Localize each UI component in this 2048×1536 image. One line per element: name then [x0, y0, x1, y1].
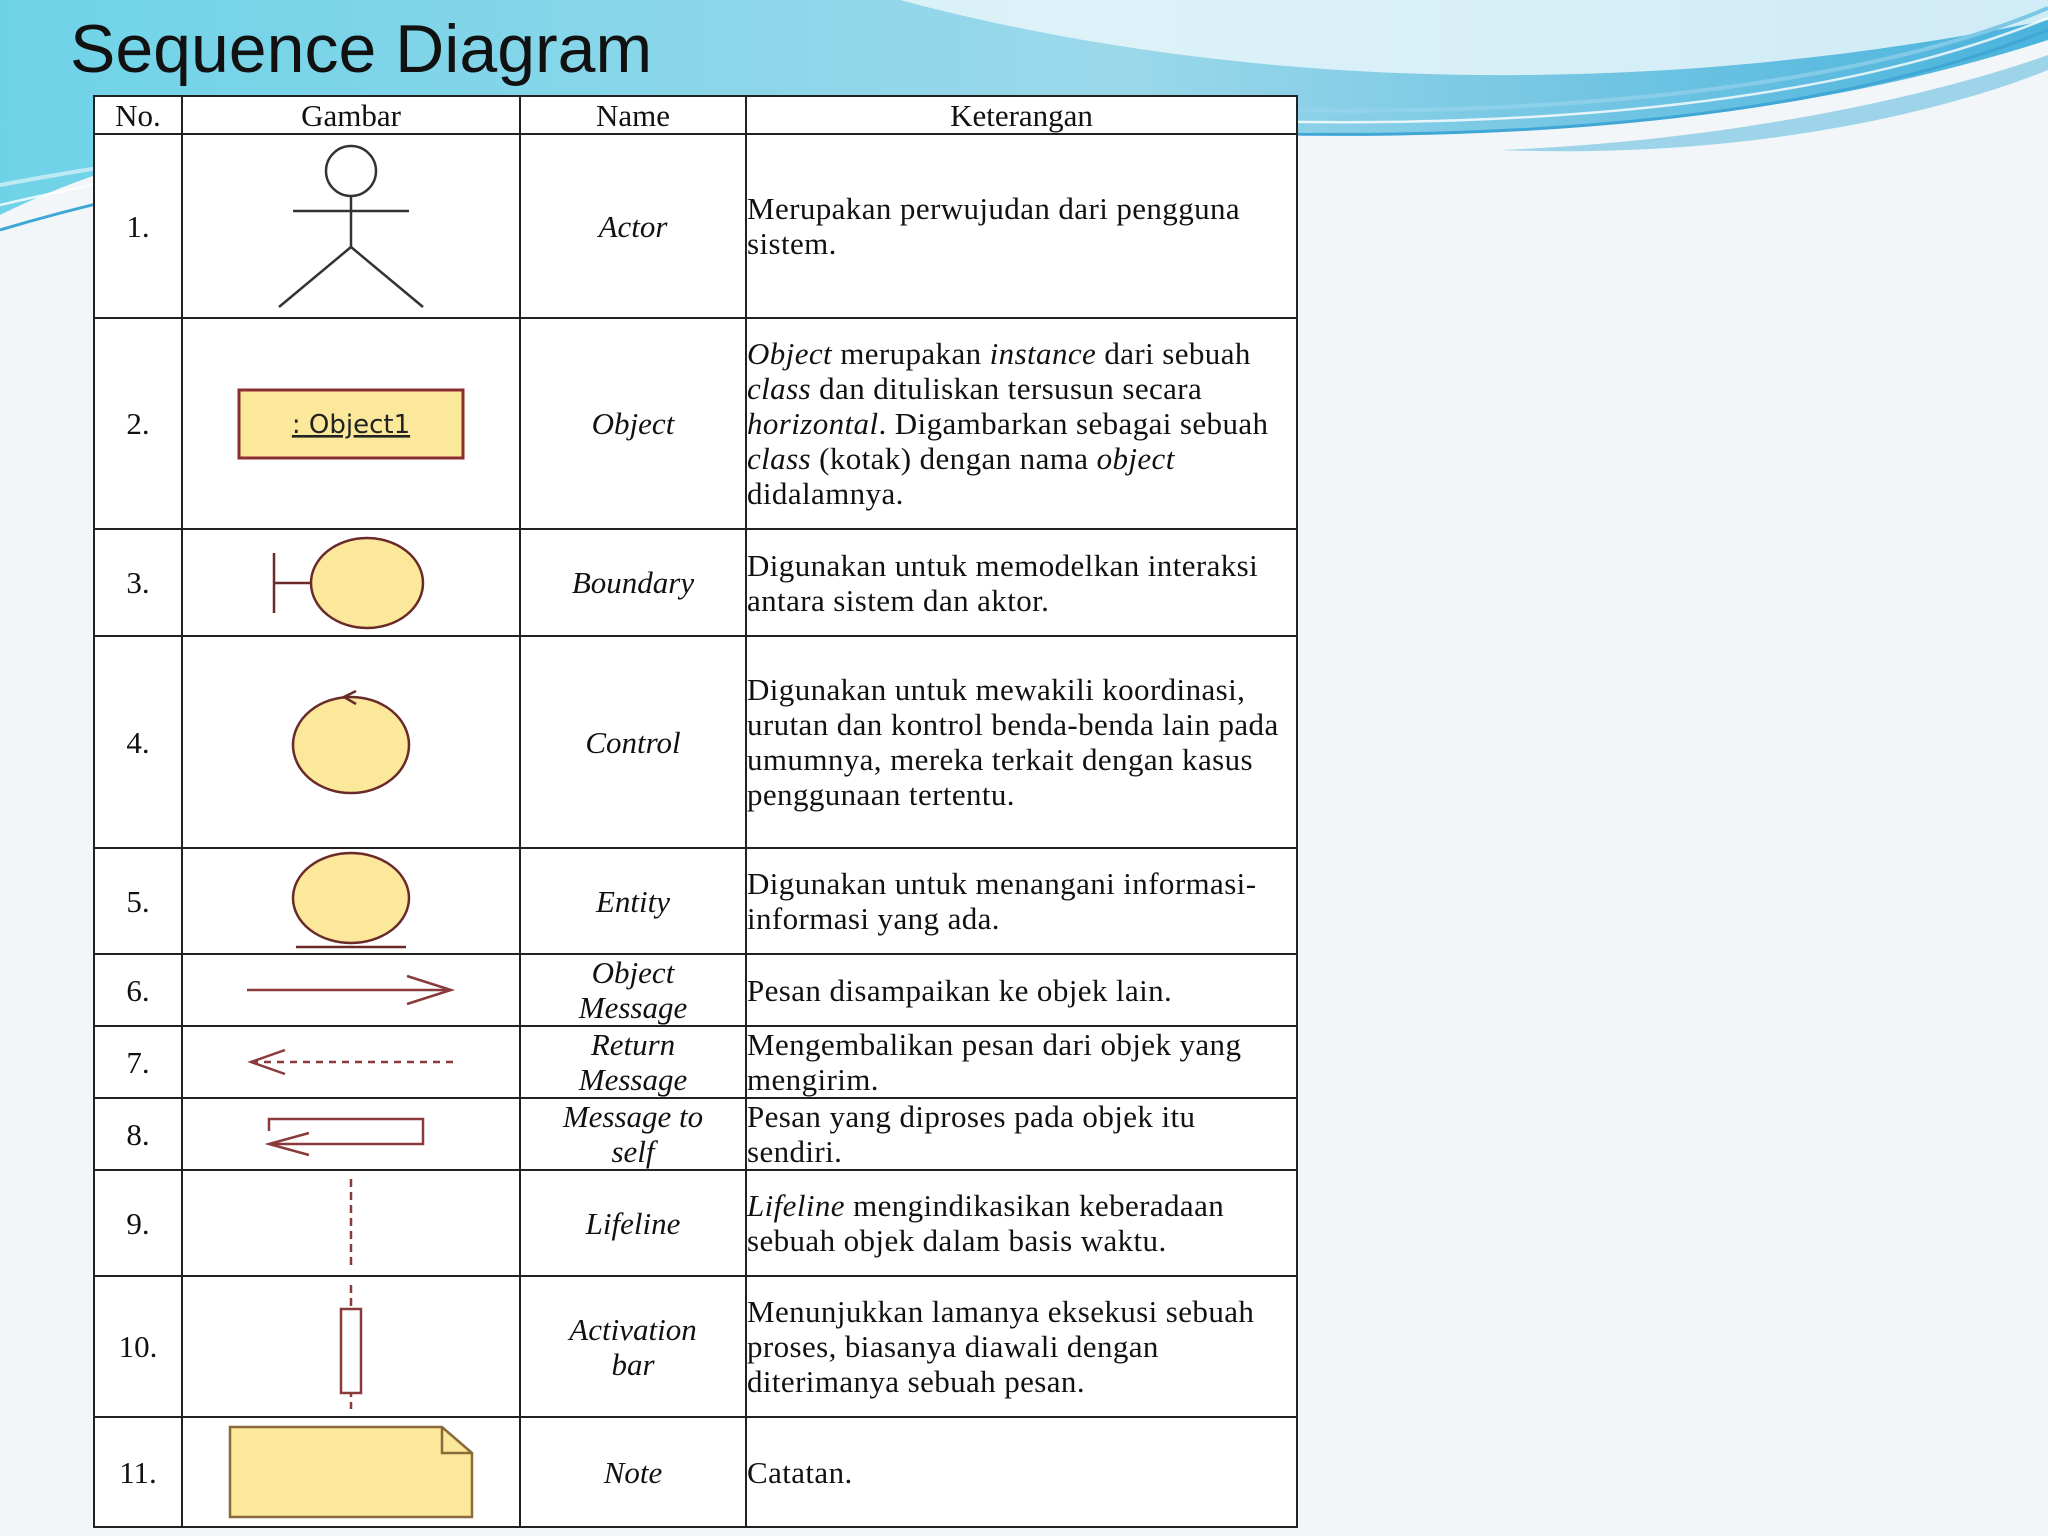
- description-text: Digunakan untuk memodelkan interaksi antara sistem dan aktor.: [747, 547, 1259, 618]
- row-name-line: Boundary: [571, 565, 695, 600]
- row-number: 8.: [94, 1098, 182, 1170]
- row-name: [520, 1098, 746, 1170]
- lifeline-icon: [341, 1177, 361, 1269]
- return-message-arrow-icon: [241, 1042, 461, 1082]
- note-icon: [226, 1423, 476, 1521]
- row-image-cell: [182, 954, 520, 1026]
- table-row: [94, 1276, 1297, 1417]
- row-number: 9.: [94, 1170, 182, 1276]
- row-name: [520, 1170, 746, 1276]
- boundary-icon: [266, 533, 436, 633]
- row-name-line: Control: [585, 724, 681, 760]
- row-image-cell: [182, 318, 520, 529]
- sequence-diagram-table: [93, 95, 1298, 1528]
- header-name: Name: [520, 96, 746, 134]
- description-italic-term: Object: [747, 336, 833, 371]
- description-italic-term: class: [747, 441, 811, 476]
- row-description: [746, 1098, 1297, 1170]
- row-description: [746, 318, 1297, 529]
- description-text: Pesan disampaikan ke objek lain.: [747, 972, 1173, 1008]
- row-image-cell: [182, 529, 520, 636]
- row-description: [746, 954, 1297, 1026]
- row-name-line: Actor: [598, 208, 668, 244]
- description-text: Merupakan perwujudan dari pengguna sistem.: [747, 191, 1241, 261]
- row-name-line: Lifeline: [585, 1205, 681, 1241]
- row-image-cell: [182, 848, 520, 954]
- description-italic-term: instance: [989, 336, 1097, 371]
- description-italic-term: Lifeline: [747, 1188, 845, 1223]
- row-number: 2.: [94, 318, 182, 529]
- row-number: 7.: [94, 1026, 182, 1098]
- table-row: [94, 1170, 1297, 1276]
- row-name-line: Message: [578, 1062, 688, 1097]
- row-description: [746, 636, 1297, 848]
- row-number: 1.: [94, 134, 182, 318]
- row-description: [746, 848, 1297, 954]
- description-text: didalamnya.: [747, 476, 904, 511]
- row-name-line: Message: [578, 990, 688, 1025]
- description-italic-term: object: [1096, 441, 1175, 476]
- row-description: [746, 1276, 1297, 1417]
- row-description: [746, 1170, 1297, 1276]
- row-image-cell: [182, 636, 520, 848]
- table-row: [94, 848, 1297, 954]
- row-name: [520, 318, 746, 529]
- object-message-arrow-icon: [241, 970, 461, 1010]
- row-name: [520, 636, 746, 848]
- row-number: 11.: [94, 1417, 182, 1527]
- object-box-icon: [236, 387, 466, 461]
- description-text: Mengembalikan pesan dari objek yang mengirim.: [747, 1027, 1242, 1097]
- description-italic-term: class: [747, 371, 811, 406]
- row-number: 3.: [94, 529, 182, 636]
- row-image-cell: [182, 1098, 520, 1170]
- table-header-row: [94, 96, 1297, 134]
- activation-bar-icon: [331, 1283, 371, 1411]
- table-row: [94, 1417, 1297, 1527]
- description-text: Menunjukkan lamanya eksekusi sebuah proses, biasanya diawali dengan diterimanya sebuah pesan.: [747, 1294, 1255, 1399]
- row-name: [520, 1276, 746, 1417]
- description-text: Pesan yang diproses pada objek itu sendiri.: [747, 1099, 1196, 1169]
- description-text: merupakan: [832, 336, 990, 371]
- control-icon: [286, 687, 416, 797]
- table-row: [94, 529, 1297, 636]
- object-label: : Object1: [291, 409, 411, 440]
- row-name-line: bar: [611, 1346, 655, 1382]
- row-name: [520, 954, 746, 1026]
- row-image-cell: [182, 1170, 520, 1276]
- row-number: 5.: [94, 848, 182, 954]
- table-row: [94, 636, 1297, 848]
- row-number: 4.: [94, 636, 182, 848]
- row-description: [746, 134, 1297, 318]
- row-name-line: Object: [591, 406, 675, 441]
- row-name-line: Entity: [595, 883, 671, 919]
- slide-title: Sequence Diagram: [70, 11, 653, 87]
- table-row: [94, 318, 1297, 529]
- entity-icon: [286, 851, 416, 951]
- row-name-line: Activation: [569, 1311, 697, 1347]
- header-keterangan: Keterangan: [746, 96, 1297, 134]
- description-text: dan dituliskan tersusun secara: [811, 371, 1203, 406]
- description-text: dari sebuah: [1096, 336, 1251, 371]
- row-name-line: Return: [590, 1027, 676, 1062]
- row-name: [520, 1026, 746, 1098]
- row-description: [746, 1417, 1297, 1527]
- row-name: [520, 134, 746, 318]
- table-row: [94, 134, 1297, 318]
- row-description: [746, 529, 1297, 636]
- row-image-cell: [182, 1276, 520, 1417]
- header-no: No.: [94, 96, 182, 134]
- description-text: . Digambarkan sebagai sebuah: [878, 406, 1269, 441]
- row-image-cell: [182, 1417, 520, 1527]
- row-image-cell: [182, 134, 520, 318]
- description-text: mengindikasikan keberadaan sebuah objek dalam basis waktu.: [747, 1188, 1225, 1258]
- description-text: Digunakan untuk menangani informasi-informasi yang ada.: [747, 866, 1257, 936]
- row-description: [746, 1026, 1297, 1098]
- description-text: Catatan.: [747, 1454, 853, 1490]
- row-name-line: self: [611, 1134, 655, 1169]
- row-name: [520, 1417, 746, 1527]
- table-row: [94, 1098, 1297, 1170]
- row-number: 6.: [94, 954, 182, 1026]
- table-row: [94, 954, 1297, 1026]
- description-text: (kotak) dengan nama: [811, 441, 1097, 476]
- row-name: [520, 529, 746, 636]
- row-name: [520, 848, 746, 954]
- row-name-line: Note: [603, 1454, 663, 1490]
- row-number: 10.: [94, 1276, 182, 1417]
- table-row: [94, 1026, 1297, 1098]
- row-name-line: Message to: [562, 1099, 704, 1134]
- row-name-line: Object: [591, 955, 675, 990]
- row-image-cell: [182, 1026, 520, 1098]
- actor-icon: [261, 135, 441, 317]
- description-italic-term: horizontal: [747, 406, 879, 441]
- self-message-arrow-icon: [261, 1109, 441, 1159]
- header-gambar: Gambar: [182, 96, 520, 134]
- description-text: Digunakan untuk mewakili koordinasi, urutan dan kontrol benda-benda lain pada umumnya, mereka terkait dengan kasus penggunaan tertentu.: [747, 672, 1279, 812]
